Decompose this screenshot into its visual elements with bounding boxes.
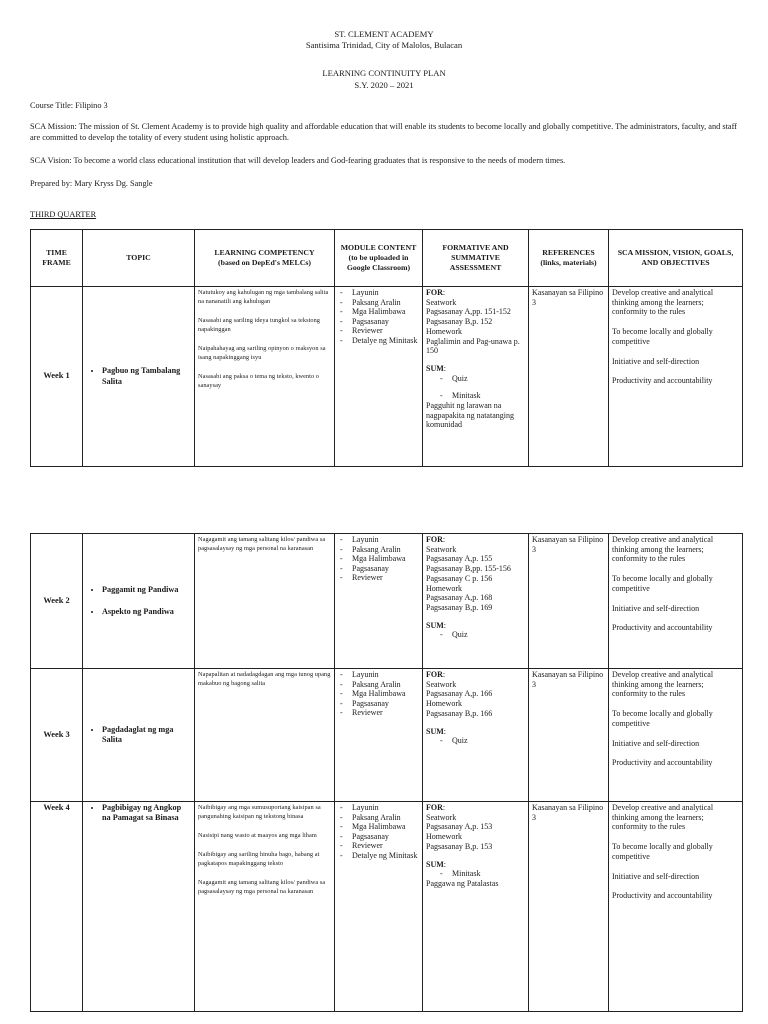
assessment-item: Pagsasanay A,pp. 151-152 — [426, 307, 511, 317]
sca-cell — [609, 669, 743, 802]
assessment-item: Pagsasanay A,p. 155 — [426, 554, 493, 564]
seatwork-label: Seatwork — [426, 544, 457, 554]
quarter-label: THIRD QUARTER — [30, 210, 97, 219]
header-assessment: FORMATIVE AND SUMMATIVE ASSESSMENT — [423, 230, 529, 287]
sca-item: Initiative and self-direction — [612, 871, 700, 881]
assessment-cell: FOR: Seatwork Pagsasanay A,p. 153 Homework Pagsasanay B,p. 153 SUM: - Minitask Paggawa ng Patalastas — [423, 802, 529, 1012]
table-row-week-2 — [31, 534, 743, 669]
formative-label: FOR — [426, 535, 443, 544]
seatwork-label: Seatwork — [426, 679, 457, 689]
module-item: - Reviewer — [338, 573, 419, 583]
module-cell — [335, 669, 423, 802]
sca-item: Productivity and accountability — [612, 376, 713, 386]
header-competency-sub: (based on DepEd's MELCs) — [218, 258, 311, 267]
competency-item: Natutukoy ang kahulugan ng mga tambalang salita na nananatili ang kahulugan — [198, 289, 329, 305]
sca-item: Develop creative and analytical thinking among the learners; conformity to the rules — [612, 670, 714, 699]
school-year: S.Y. 2020 – 2021 — [354, 80, 414, 90]
sca-item: Initiative and self-direction — [612, 356, 700, 366]
references-cell: Kasanayan sa Filipino 3 — [529, 669, 609, 802]
module-item: - Mga Halimbawa — [338, 822, 419, 832]
references-cell: Kasanayan sa Filipino 3 — [529, 287, 609, 467]
sca-item: To become locally and globally competitive — [612, 709, 713, 728]
table-row-week-1 — [31, 287, 743, 467]
module-cell — [335, 534, 423, 669]
formative-label: FOR — [426, 288, 443, 297]
header-references — [529, 230, 609, 287]
minitask-label: Minitask — [452, 391, 481, 401]
sca-item: To become locally and globally competitive — [612, 842, 713, 861]
sca-item: Develop creative and analytical thinking among the learners; conformity to the rules — [612, 535, 714, 564]
references-cell: Kasanayan sa Filipino 3 — [529, 534, 609, 669]
module-item: - Paksang Aralin — [338, 545, 419, 555]
homework-label: Homework — [426, 699, 462, 709]
header-references-sub: (links, materials) — [540, 258, 597, 267]
module-item: - Pagsasanay — [338, 832, 419, 842]
homework-label: Homework — [426, 583, 462, 593]
prepared-by: Prepared by: Mary Kryss Dg. Sangle — [30, 179, 153, 188]
seatwork-label: Seatwork — [426, 297, 457, 307]
competency-item: Naipahahayag ang sariling opinyon o reaksyon sa isang napakinggang isyu — [198, 345, 326, 361]
sca-item: Develop creative and analytical thinking among the learners; conformity to the rules — [612, 803, 714, 832]
module-item: - Layunin — [338, 535, 419, 545]
topic-item: • Paggamit ng Pandiwa — [102, 585, 191, 595]
module-item: - Pagsasanay — [338, 317, 419, 327]
competency-item: Napapalitan at nadadagdagan ang mga tunog upang makabuo ng bagong salita — [198, 671, 331, 687]
homework-label: Homework — [426, 832, 462, 842]
header-competency — [195, 230, 335, 287]
header-module — [335, 230, 423, 287]
module-item: - Mga Halimbawa — [338, 689, 419, 699]
course-title: Course Title: Filipino 3 — [30, 101, 108, 110]
formative-label: FOR — [426, 670, 443, 679]
formative-label: FOR — [426, 803, 443, 812]
header-time-frame: TIME FRAME — [31, 230, 83, 287]
competency-item: Nasisipi nang wasto at maayos ang mga liham — [198, 832, 317, 839]
assessment-item: Pagsasanay B,p. 166 — [426, 708, 493, 718]
module-item: - Mga Halimbawa — [338, 554, 419, 564]
header-sca: SCA MISSION, VISION, GOALS, AND OBJECTIVES — [609, 230, 743, 287]
sca-item: Develop creative and analytical thinking among the learners; conformity to the rules — [612, 288, 714, 317]
topic-item: • Pagbuo ng Tambalang Salita — [102, 366, 191, 387]
week-cell: Week 4 — [31, 802, 83, 1012]
assessment-item: Pagsasanay B,p. 169 — [426, 602, 493, 612]
sca-cell — [609, 534, 743, 669]
table-row-week-4 — [31, 802, 743, 1012]
summative-label: SUM — [426, 726, 444, 736]
table-row-week-3 — [31, 669, 743, 802]
plan-table-1 — [30, 229, 743, 467]
plan-table-2 — [30, 533, 743, 1012]
topic-cell — [83, 802, 195, 1012]
module-item: - Detalye ng Minitask — [338, 336, 419, 346]
competency-cell — [195, 534, 335, 669]
sca-item: Productivity and accountability — [612, 758, 713, 768]
module-item: - Reviewer — [338, 326, 419, 336]
sca-item: Initiative and self-direction — [612, 738, 700, 748]
sca-item: Productivity and accountability — [612, 891, 713, 901]
topic-item: • Pagdadaglat ng mga Salita — [102, 725, 191, 746]
school-address: Santisima Trinidad, City of Malolos, Bulacan — [305, 40, 463, 50]
table-header-row — [31, 230, 743, 287]
week-cell: Week 2 — [31, 534, 83, 669]
minitask-label: Minitask — [452, 869, 481, 879]
competency-item: Naibibigay ang mga sumusuportang kaisipan sa pangunahing kaisipan ng tekstong binasa — [198, 804, 321, 820]
task-item: Paggawa ng Patalastas — [426, 878, 499, 888]
sca-item: To become locally and globally competitive — [612, 327, 713, 346]
module-item: - Paksang Aralin — [338, 813, 419, 823]
quiz-label: Quiz — [452, 630, 468, 640]
competency-item: Naibibigay ang sariling hinuha bago, habang at pagkatapos mapakinggang teksto — [198, 851, 320, 867]
header-references-title: REFERENCES — [542, 248, 595, 258]
topic-item: • Aspekto ng Pandiwa — [102, 607, 191, 617]
sca-item: To become locally and globally competitive — [612, 574, 713, 593]
competency-item: Nagagamit ang tamang salitang kilos/ pandiwa sa pagsasalaysay ng mga personal na karanasan — [198, 879, 326, 895]
module-item: - Paksang Aralin — [338, 680, 419, 690]
assessment-item: Pagsasanay A,p. 166 — [426, 689, 493, 699]
competency-cell — [195, 802, 335, 1012]
homework-label: Homework — [426, 326, 462, 336]
assessment-item: Pagsasanay B,p. 153 — [426, 841, 493, 851]
topic-cell — [83, 287, 195, 467]
sca-item: Productivity and accountability — [612, 623, 713, 633]
module-item: - Layunin — [338, 803, 419, 813]
module-item: - Pagsasanay — [338, 699, 419, 709]
module-item: - Reviewer — [338, 708, 419, 718]
assessment-item: Pagsasanay B,pp. 155-156 — [426, 564, 511, 574]
module-cell — [335, 287, 423, 467]
module-item: - Mga Halimbawa — [338, 307, 419, 317]
assessment-cell: FOR: Seatwork Pagsasanay A,pp. 151-152 Pagsasanay B,p. 152 Homework Paglalimin and Pag-unawa p. 150 SUM: - Quiz - Minitask Pagguhit ng larawan na nagpapakita ng natatanging komunidad — [423, 287, 529, 467]
module-item: - Pagsasanay — [338, 564, 419, 574]
seatwork-label: Seatwork — [426, 812, 457, 822]
summative-label: SUM — [426, 859, 444, 869]
quiz-label: Quiz — [452, 373, 468, 383]
assessment-item: Pagsasanay A,p. 168 — [426, 593, 493, 603]
competency-item: Nasasabi ang sariling ideya tungkol sa tekstong napakinggan — [198, 317, 320, 333]
header-competency-title: LEARNING COMPETENCY — [214, 248, 315, 258]
summative-label: SUM — [426, 363, 444, 373]
assessment-cell: FOR: Seatwork Pagsasanay A,p. 166 Homework Pagsasanay B,p. 166 SUM: - Quiz — [423, 669, 529, 802]
summative-label: SUM — [426, 620, 444, 630]
competency-item: Nasasabi ang paksa o tema ng teksto, kwento o sanaysay — [198, 373, 319, 389]
plan-title: LEARNING CONTINUITY PLAN — [322, 68, 446, 78]
header-topic: TOPIC — [83, 230, 195, 287]
header-module-title: MODULE CONTENT — [340, 243, 417, 253]
references-cell: Kasanayan sa Filipino 3 — [529, 802, 609, 1012]
topic-cell — [83, 669, 195, 802]
module-item: - Layunin — [338, 670, 419, 680]
sca-cell — [609, 287, 743, 467]
assessment-cell: FOR: Seatwork Pagsasanay A,p. 155 Pagsasanay B,pp. 155-156 Pagsasanay C p. 156 Homework Pagsasanay A,p. 168 Pagsasanay B,p. 169 SUM: - Quiz — [423, 534, 529, 669]
school-name: ST. CLEMENT ACADEMY — [334, 29, 434, 39]
quiz-label: Quiz — [452, 736, 468, 746]
week-cell: Week 3 — [31, 669, 83, 802]
sca-item: Initiative and self-direction — [612, 603, 700, 613]
sca-vision: SCA Vision: To become a world class educational institution that will develop leaders and God-fearing graduates that is responsive to the needs of modern times. — [30, 156, 566, 165]
task-item: Pagguhit ng larawan na nagpapakita ng natatanging komunidad — [426, 401, 514, 430]
assessment-item: Pagsasanay A,p. 153 — [426, 822, 493, 832]
header-module-sub: (to be uploaded in Google Classroom) — [346, 253, 411, 272]
module-item: - Paksang Aralin — [338, 298, 419, 308]
week-cell: Week 1 — [31, 287, 83, 467]
module-item: - Layunin — [338, 288, 419, 298]
module-item: - Reviewer — [338, 841, 419, 851]
module-item: - Detalye ng Minitask — [338, 851, 419, 861]
assessment-item: Paglalimin and Pag-unawa p. 150 — [426, 336, 520, 356]
topic-cell — [83, 534, 195, 669]
competency-item: Nagagamit ang tamang salitang kilos/ pandiwa sa pagsasalaysay ng mga personal na karanasan — [198, 536, 326, 552]
competency-cell — [195, 287, 335, 467]
topic-item: • Pagbibigay ng Angkop na Pamagat sa Binasa — [102, 803, 191, 824]
assessment-item: Pagsasanay B,p. 152 — [426, 317, 493, 327]
assessment-item: Pagsasanay C p. 156 — [426, 573, 493, 583]
sca-mission: SCA Mission: The mission of St. Clement Academy is to provide high quality and affordable education that will enable its students to become locally and globally competitive. The administrators, faculty, and staff are committed to develop the totality of every student using holistic approach. — [30, 122, 737, 142]
sca-cell — [609, 802, 743, 1012]
competency-cell — [195, 669, 335, 802]
module-cell — [335, 802, 423, 1012]
